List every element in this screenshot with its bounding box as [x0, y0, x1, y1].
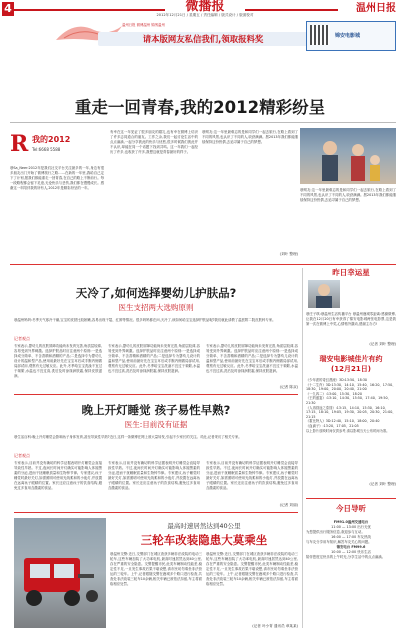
section-rule-2 [14, 394, 298, 395]
ad-brand-2: 微博温州 [136, 23, 151, 27]
ad-qr-logo [306, 21, 396, 51]
main-body-col2: 有幸在这一年见证了很多朋友的婚礼,也有幸在微博上结识了许多志同道合的朋友。工作之余,我们一起讨论生活中的点点滴滴,一起分享彼此的快乐与忧愁,很多时候我们彼此并不认识,却能在同一个话题下找到共鸣。这一年我们一起经历了许多,也收获了许多,我想这就是青春最好的样子。 [110, 130, 198, 154]
sleep-title: 晚上开灯睡觉 孩子易性早熟? [81, 403, 231, 417]
family-photo-icon [300, 128, 396, 184]
today-item: 为您提供出行服务信息,欢迎参与互动。 [306, 530, 365, 534]
today-divider [306, 498, 396, 499]
sleep-tag: 记者观点 [14, 453, 30, 458]
tricycle-kicker: 最高时速居然达到40公里 [167, 522, 241, 530]
skincare-lead: @温州妈妈:冬季天气寒冷干燥,宝宝的皮肤比较娇嫩,容易出现干裂、红肿等情况。很多妈妈都在问,天冷了,该如何给宝宝选择护肤品呢?我们就此请教了温医附二院皮肤科专家。 [14, 318, 276, 322]
main-body-col1: @Sa_Neer:2012年是我们社交平台关注最多的一年,身边有很多朋友出门开始了微博旅行之路……在新的一年里,我给自己定下了计划,愿我们都能重走一回青春,在自己的路上不断前行。每一段路程都会留下足迹,无论快乐与悲伤,我们都在慢慢成长。感谢这一年陪伴我的所有人,2012年是精彩纷呈的一年。 [10, 166, 104, 190]
newspaper-logo: 温州日报 [338, 2, 396, 16]
cinema-item: 《霍比特人》3D:12:40、15:10、18:00、20:40 [306, 419, 380, 424]
lucky-star-title: 昨日幸运星 [332, 268, 370, 277]
person-photo-icon [308, 280, 340, 308]
today-item: 16:00 — 17:00 车友热线 [331, 535, 371, 539]
badge-phone: Tel:6668 5588 [32, 147, 61, 152]
section-title: 微播报 [165, 0, 245, 14]
dateline: 2012年12月21日 / 星期五 / 责任编辑 / 版式设计 / 版面校对 [156, 13, 254, 17]
main-body-col4: @网友:这一年里最难忘的是和同学们一起去旅行,在路上看到了不同的风景,也认识了不同的人,收获满满。愿2013年我们都能继续保持这份热情,去追寻属于自己的梦想。 [300, 188, 396, 202]
badge-r-letter: R [10, 131, 29, 157]
main-body-col3: @网友:这一年里最难忘的是和同学们一起去旅行,在路上看到了不同的风景,也认识了不同的人,收获满满。愿2013年我们都能继续保持这份热情,去追寻属于自己的梦想。 [202, 130, 298, 144]
tricycle-icon [14, 518, 106, 628]
today-item: 10:00 — 12:00 快乐生活 [331, 550, 371, 554]
sleep-byline: (记者 刘丽) [279, 503, 298, 507]
skincare-tag: 记者观点 [14, 336, 30, 341]
ad-slogan: 请本版网友私信我们,领取报料奖 [98, 32, 308, 46]
cinema-logo: 锦安电影城 [335, 33, 361, 39]
today-title: 今日导听 [336, 504, 366, 513]
cinema-date: (12月21日) [331, 365, 371, 373]
ad-banner [54, 20, 396, 52]
ad-brand-3: 锦绣温州 [151, 23, 165, 27]
ad-brand-1: 温州日报 [122, 23, 136, 27]
cinema-byline: (记者 刘叶 整理) [369, 482, 396, 486]
today-item: 陪伴您度过快乐的上午时光,分享生活中的点点滴滴。 [306, 555, 386, 559]
right-column [306, 268, 396, 630]
cinema-list [306, 378, 396, 482]
lucky-star-byline: (记者 刘叶 整理) [369, 342, 396, 346]
lucky-star-photo [308, 280, 340, 308]
badge-title: 我的2012 [32, 135, 71, 144]
tricycle-byline: (记者 叶小青 通讯员 章某某) [252, 624, 298, 628]
sleep-body-col1: 专家表示,目前并没有确切的科学证据表明开灯睡觉会直接导致性早熟。不过,夜间长时间开灯确实可能影响人体褪黑素的分泌,进而干扰睡眠质量和生物钟节律。专家建议,孩子睡觉时最好关灯,如需照明可使用光线柔和的小夜灯,并放置在远离孩子眼睛的位置。家长还应注意孩子的饮食结构,避免过多食用含激素的食品。 [14, 461, 102, 490]
section-rule-1 [10, 264, 396, 265]
sleep-lead: @生活百科:晚上开灯睡觉会影响孩子身体发育,甚至导致性早熟?近日,这样一条微博在网上被大量转发,引起不少家长的关注。对此,记者采访了相关专家。 [14, 435, 242, 439]
cinema-item: 《一九四二》:13:00、15:30、18:20 [306, 391, 362, 396]
masthead [0, 0, 400, 18]
tricycle-body-col1: @温州交警:近日,交警部门在城区查获多辆非法改装的电动三轮车,这些车辆加装了大功率电机,最高时速居然达到40公里,存在严重的安全隐患。交警提醒市民,此类车辆制动性能差,稳定性不足,一旦发生事故后果不堪设想,请市民切勿乘坐非法营运的三轮车。上午,记者跟随交警在鹿城多个路口进行检查,共查处非法改装三轮车10余辆,相关车辆已被依法扣留,车主将面临相应处罚。 [110, 552, 202, 586]
section-rule-3 [14, 512, 298, 513]
today-item: FM91.0温州交通电台 [333, 520, 369, 524]
tricycle-title: 三轮车改装隐患大莫乘坐 [140, 533, 268, 547]
today-item: 与车友分享用车知识,解答车友关心的问题。 [306, 540, 372, 544]
lucky-star-body: @庄子琪:@温州生活传播平台 @温州鹿城零距离:感谢微博,让我在12月20日有幸获得了锦安电影城两张电影票,这是我第一次在微博上中奖,心情格外激动,感谢主办方! [306, 312, 396, 326]
cinema-item: 《少年派的奇幻漂流》3D:13:50、18:30 [306, 378, 368, 382]
qr-code-icon [310, 25, 330, 45]
sleep-body-col3: 专家表示,目前并没有确切的科学证据表明开灯睡觉会直接导致性早熟。不过,夜间长时间开灯确实可能影响人体褪黑素的分泌,进而干扰睡眠质量和生物钟节律。专家建议,孩子睡觉时最好关灯,如需照明可使用光线柔和的小夜灯,并放置在远离孩子眼睛的位置。家长还应注意孩子的饮食结构,避免过多食用含激素的食品。 [206, 461, 298, 490]
skincare-title: 天冷了,如何选择婴幼儿护肤品? [75, 286, 237, 300]
main-headline: 重走一回青春,我的2012精彩纷呈 [74, 98, 326, 117]
cinema-item: 《血滴子》:13:20、17:05、21:05 [306, 423, 359, 428]
today-item: 锦安电台 FM99.6 [336, 545, 366, 549]
skincare-body-col1: 专家表示,婴幼儿的皮肤屏障功能尚未发育完善,角质层较薄,容易受到外界刺激。选择护肤品时应注意两个原则:一是选择成分简单、不含香精和酒精的产品;二是选择专为婴幼儿设计的温和型产品,使用前最好先在宝宝耳后或手腕内侧做局部试用,观察有无过敏反应。此外,冬季给宝宝洗澡不宜过于频繁,水温也不宜过高,洗后及时涂抹润肤霜,保持皮肤滋润。 [14, 344, 102, 378]
main-byline: (刘叶 整理) [279, 252, 298, 256]
tricycle-body-col2: @温州交警:近日,交警部门在城区查获多辆非法改装的电动三轮车,这些车辆加装了大功率电机,最高时速居然达到40公里,存在严重的安全隐患。交警提醒市民,此类车辆制动性能差,稳定性不足,一旦发生事故后果不堪设想,请市民切勿乘坐非法营运的三轮车。上午,记者跟随交警在鹿城多个路口进行检查,共查处非法改装三轮车10余辆,相关车辆已被依法扣留,车主将面临相应处罚。 [206, 552, 298, 586]
main-article-photo [300, 128, 396, 184]
cinema-item: 《王的盛宴》:13:10、14:30、15:50、17:40、19:50、21:30 [306, 396, 391, 405]
sleep-subtitle: 医生:目前没有证据 [124, 420, 188, 429]
skincare-byline: (记者 陈双) [279, 385, 298, 389]
tricycle-photo [14, 518, 106, 628]
cinema-title: 瑞安电影城佳片有约 [319, 355, 383, 363]
column-divider [302, 268, 303, 628]
skincare-subtitle: 医生支招两大选购原则 [118, 303, 194, 312]
skincare-body-col2: 专家表示,婴幼儿的皮肤屏障功能尚未发育完善,角质层较薄,容易受到外界刺激。选择护肤品时应注意两个原则:一是选择成分简单、不含香精和酒精的产品;二是选择专为婴幼儿设计的温和型产品,使用前最好先在宝宝耳后或手腕内侧做局部试用,观察有无过敏反应。此外,冬季给宝宝洗澡不宜过于频繁,水温也不宜过高,洗后及时涂抹润肤霜,保持皮肤滋润。 [108, 344, 200, 373]
cinema-note: 以上影片放映时间仅供参考,请以影城当天公布时间为准。 [306, 428, 390, 433]
cinema-item: 《十二生肖》3D:13:30、14:10、15:40、16:20、17:50、18:30、19:00、20:00、20:40、21:00 [306, 382, 396, 392]
cinema-item: 《人再囧途之泰囧》:13:15、14:10、15:30、16:10、17:15、18:10、19:05、19:30、20:05、20:30、21:00、21:15 [306, 405, 396, 419]
today-item: 11:00 — 13:00 出行无忧 [331, 525, 371, 529]
sleep-body-col2: 专家表示,目前并没有确切的科学证据表明开灯睡觉会直接导致性早熟。不过,夜间长时间开灯确实可能影响人体褪黑素的分泌,进而干扰睡眠质量和生物钟节律。专家建议,孩子睡觉时最好关灯,如需照明可使用光线柔和的小夜灯,并放置在远离孩子眼睛的位置。家长还应注意孩子的饮食结构,避免过多食用含激素的食品。 [108, 461, 200, 490]
headline-rule [10, 122, 396, 123]
my-2012-badge [10, 132, 92, 162]
skincare-body-col3: 专家表示,婴幼儿的皮肤屏障功能尚未发育完善,角质层较薄,容易受到外界刺激。选择护肤品时应注意两个原则:一是选择成分简单、不含香精和酒精的产品;二是选择专为婴幼儿设计的温和型产品,使用前最好先在宝宝耳后或手腕内侧做局部试用,观察有无过敏反应。此外,冬季给宝宝洗澡不宜过于频繁,水温也不宜过高,洗后及时涂抹润肤霜,保持皮肤滋润。 [206, 344, 298, 373]
page-number: 4 [2, 2, 14, 16]
today-list [306, 520, 396, 620]
